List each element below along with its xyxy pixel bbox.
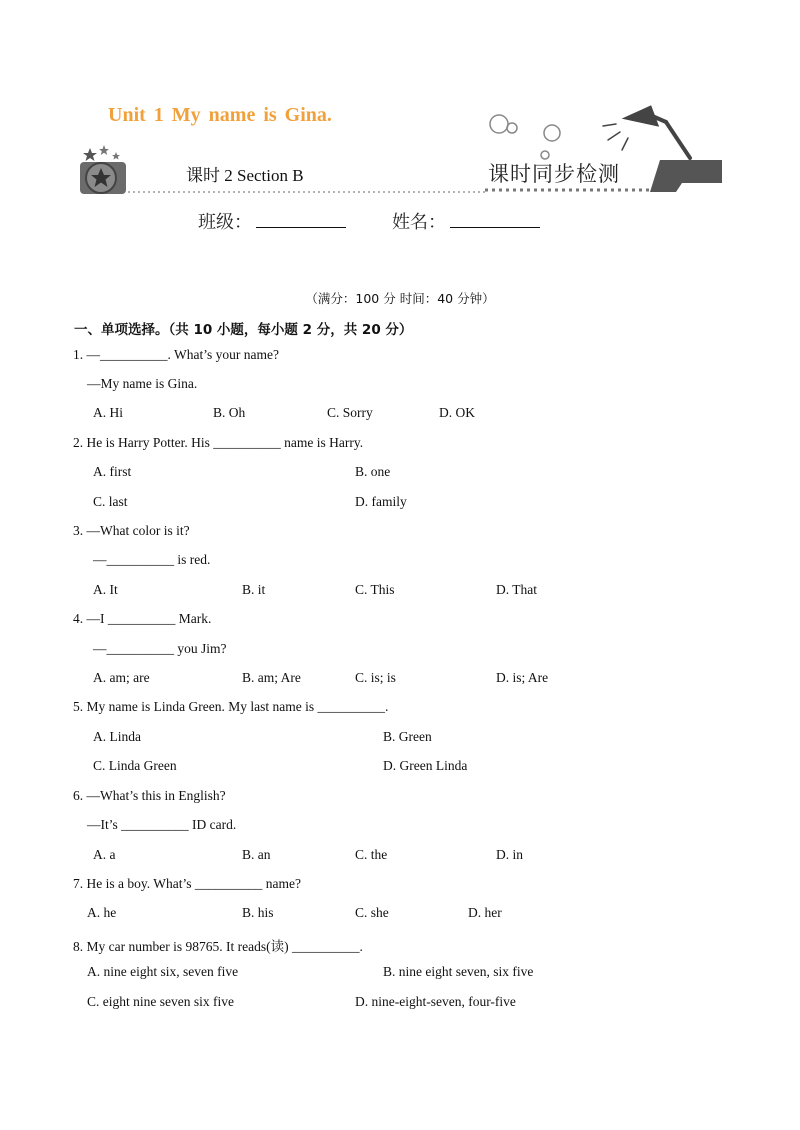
- section-title: 一、单项选择。（共 10 小题，每小题 2 分，共 20 分）: [74, 322, 413, 338]
- class-blank[interactable]: [256, 213, 346, 228]
- brand-text: 课时同步检测: [488, 162, 620, 186]
- question-7-stem: 7. He is a boy. What’s __________ name?: [73, 876, 301, 891]
- star-badge-icon: [80, 145, 126, 194]
- q4-option-b[interactable]: B. am; Are: [242, 670, 301, 685]
- q6-option-a[interactable]: A. a: [93, 847, 116, 862]
- class-label: 班级：: [198, 212, 252, 233]
- q3-option-a[interactable]: A. It: [93, 582, 118, 597]
- question-1-stem: 1. —__________. What’s your name?: [73, 347, 279, 362]
- q8-option-c[interactable]: C. eight nine seven six five: [87, 994, 234, 1009]
- bubbles-decoration: [490, 115, 560, 159]
- question-8-stem: 8. My car number is 98765. It reads(读) __________.: [73, 939, 363, 954]
- lesson-label: 课时 2 Section B: [186, 166, 304, 185]
- q4-option-d[interactable]: D. is; Are: [496, 670, 549, 685]
- question-6-stem: 6. —What’s this in English?: [73, 788, 226, 803]
- q2-option-a[interactable]: A. first: [93, 464, 132, 479]
- q6-option-d[interactable]: D. in: [496, 847, 523, 862]
- q5-option-d[interactable]: D. Green Linda: [383, 758, 468, 773]
- name-label: 姓名：: [392, 212, 446, 233]
- q2-option-d[interactable]: D. family: [355, 494, 407, 509]
- question-4-stem: 4. —I __________ Mark.: [73, 611, 212, 626]
- q7-option-b[interactable]: B. his: [242, 905, 274, 920]
- question-6-line-2: —It’s __________ ID card.: [87, 817, 237, 832]
- q6-option-b[interactable]: B. an: [242, 847, 271, 862]
- q2-option-c[interactable]: C. last: [93, 494, 128, 509]
- q4-option-a[interactable]: A. am; are: [93, 670, 150, 685]
- q1-option-b[interactable]: B. Oh: [213, 405, 246, 420]
- q1-option-c[interactable]: C. Sorry: [327, 405, 373, 420]
- desk-lamp-icon: [603, 108, 690, 158]
- q7-option-a[interactable]: A. he: [87, 905, 117, 920]
- q3-option-b[interactable]: B. it: [242, 582, 266, 597]
- unit-title: Unit 1 My name is Gina.: [108, 104, 332, 126]
- q1-option-a[interactable]: A. Hi: [93, 405, 123, 420]
- q7-option-d[interactable]: D. her: [468, 905, 502, 920]
- question-3-stem: 3. —What color is it?: [73, 523, 190, 538]
- score-time-info: （满分：100 分 时间：40 分钟）: [305, 291, 495, 306]
- q3-option-d[interactable]: D. That: [496, 582, 537, 597]
- q1-option-d[interactable]: D. OK: [439, 405, 475, 420]
- question-1-line-2: —My name is Gina.: [87, 376, 198, 391]
- name-blank[interactable]: [450, 213, 540, 228]
- q5-option-c[interactable]: C. Linda Green: [93, 758, 177, 773]
- q4-option-c[interactable]: C. is; is: [355, 670, 396, 685]
- class-field: [198, 208, 346, 234]
- q8-option-a[interactable]: A. nine eight six, seven five: [87, 964, 239, 979]
- q8-option-b[interactable]: B. nine eight seven, six five: [383, 964, 534, 979]
- question-2-stem: 2. He is Harry Potter. His __________ name is Harry.: [73, 435, 364, 450]
- q5-option-a[interactable]: A. Linda: [93, 729, 141, 744]
- q8-option-d[interactable]: D. nine-eight-seven, four-five: [355, 994, 516, 1009]
- question-5-stem: 5. My name is Linda Green. My last name is __________.: [73, 699, 389, 714]
- q7-option-c[interactable]: C. she: [355, 905, 389, 920]
- name-field: [392, 208, 540, 234]
- question-3-line-2: —__________ is red.: [93, 552, 211, 567]
- q3-option-c[interactable]: C. This: [355, 582, 395, 597]
- q6-option-c[interactable]: C. the: [355, 847, 388, 862]
- question-4-line-2: —__________ you Jim?: [93, 641, 227, 656]
- q5-option-b[interactable]: B. Green: [383, 729, 432, 744]
- q2-option-b[interactable]: B. one: [355, 464, 391, 479]
